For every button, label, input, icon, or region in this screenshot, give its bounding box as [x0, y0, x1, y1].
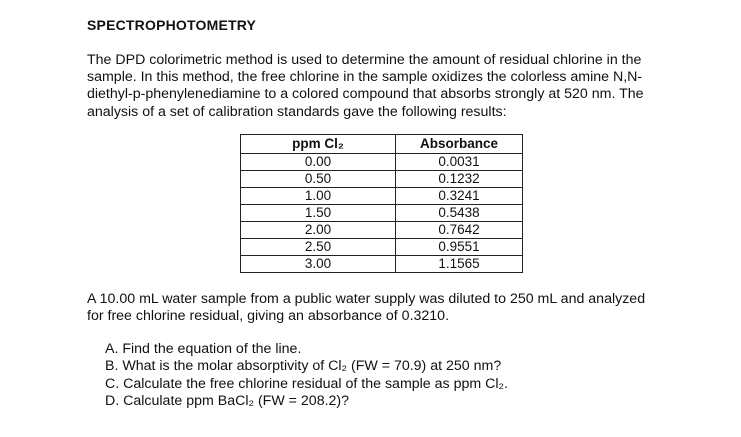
table-row [241, 188, 523, 205]
table-row [241, 205, 523, 222]
cell-absorbance: 1.1565 [396, 256, 523, 273]
cell-ppm: 2.00 [241, 222, 396, 239]
intro-paragraph [87, 52, 687, 121]
table-row [241, 239, 523, 256]
section-heading: SPECTROPHOTOMETRY [87, 17, 257, 33]
question-d: D. Calculate ppm BaCl₂ (FW = 208.2)? [105, 393, 350, 410]
table-row [241, 256, 523, 273]
intro-line: sample. In this method, the free chlorine in the sample oxidizes the colorless amine N,N- [87, 69, 643, 86]
header-absorbance: Absorbance [396, 135, 523, 154]
cell-ppm: 2.50 [241, 239, 396, 256]
intro-line: The DPD colorimetric method is used to determine the amount of residual chlorine in the [87, 52, 642, 68]
sample-line: A 10.00 mL water sample from a public water supply was diluted to 250 mL and analyzed [87, 291, 646, 307]
question-list [105, 341, 508, 411]
question-a: A. Find the equation of the line. [105, 341, 302, 357]
intro-line: analysis of a set of calibration standards gave the following results: [87, 103, 507, 120]
cell-ppm: 0.50 [241, 171, 396, 188]
table-header-row [241, 135, 523, 154]
header-ppm-cl2: ppm Cl₂ [241, 135, 396, 154]
cell-ppm: 1.00 [241, 188, 396, 205]
cell-ppm: 0.00 [241, 154, 396, 171]
table-row [241, 171, 523, 188]
question-c: C. Calculate the free chlorine residual of the sample as ppm Cl₂. [105, 375, 508, 392]
cell-absorbance: 0.3241 [396, 188, 523, 205]
cell-ppm: 1.50 [241, 205, 396, 222]
table-row [241, 154, 523, 171]
sample-line: for free chlorine residual, giving an absorbance of 0.3210. [87, 308, 450, 325]
question-b: B. What is the molar absorptivity of Cl₂ (FW = 70.9) at 250 nm? [105, 358, 502, 375]
table-row [241, 222, 523, 239]
calibration-table [240, 134, 523, 273]
cell-absorbance: 0.9551 [396, 239, 523, 256]
cell-absorbance: 0.1232 [396, 171, 523, 188]
cell-ppm: 3.00 [241, 256, 396, 273]
intro-line: diethyl-p-phenylenediamine to a colored compound that absorbs strongly at 520 nm. The [87, 86, 644, 103]
cell-absorbance: 0.7642 [396, 222, 523, 239]
sample-paragraph [87, 291, 727, 325]
cell-absorbance: 0.5438 [396, 205, 523, 222]
cell-absorbance: 0.0031 [396, 154, 523, 171]
